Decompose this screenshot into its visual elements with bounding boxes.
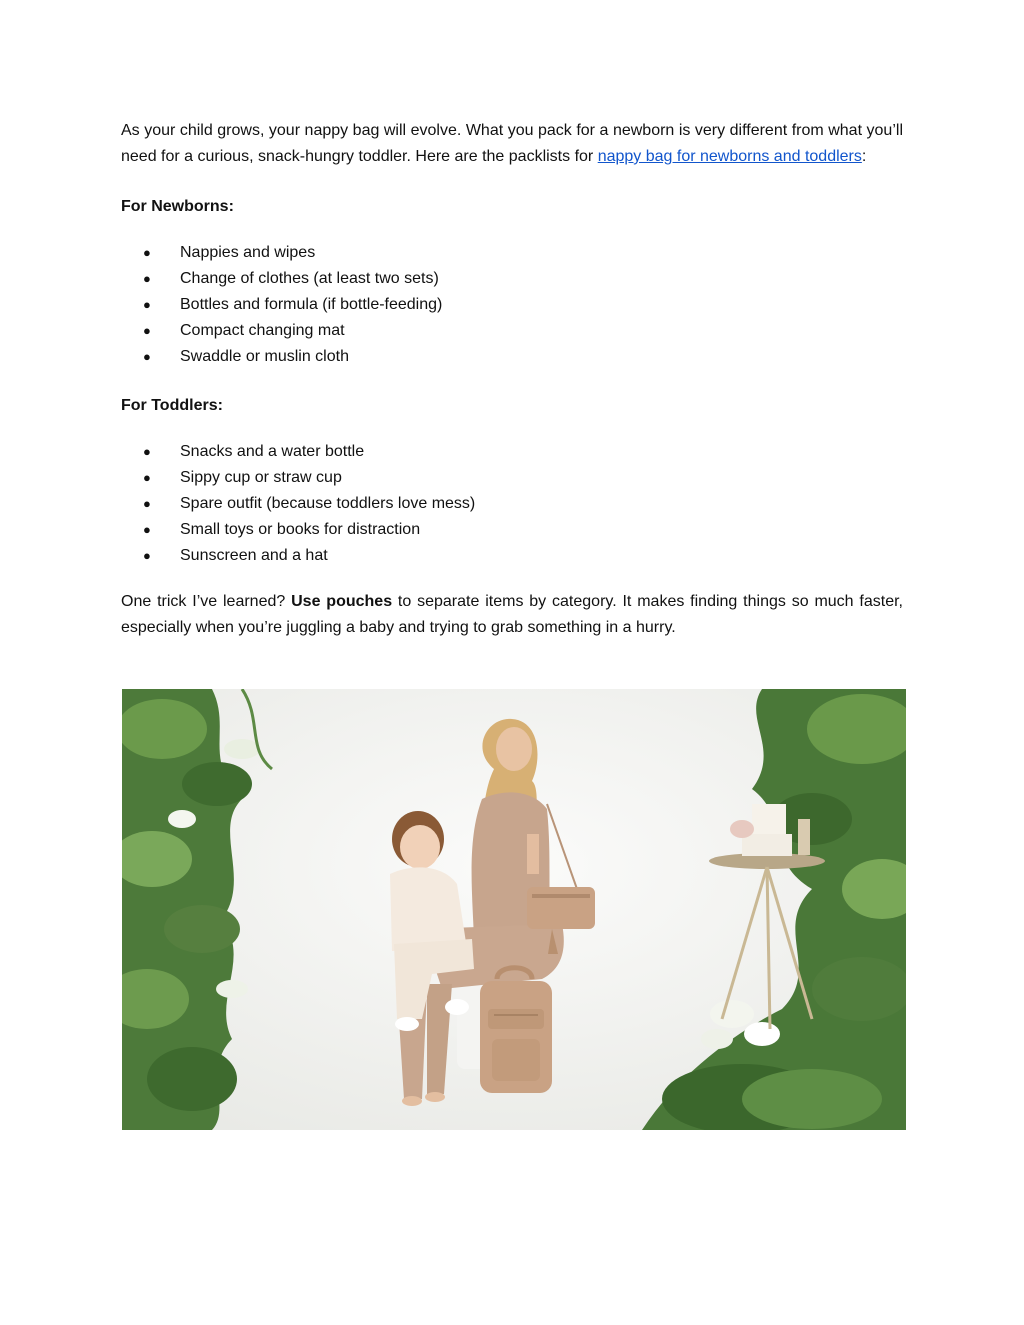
list-item: ● Small toys or books for distraction [121,517,903,543]
document-body [121,118,903,641]
intro-text: As your child grows, your nappy bag will evolve. What you pack for a newborn is very different from what you’ll need for a curious, snack-hungry toddler. Here are the packlists for [121,122,903,165]
bullet-icon: ● [143,548,151,563]
bullet-icon: ● [143,323,151,338]
tip-bold: Use pouches [291,593,393,610]
list-item: ● Nappies and wipes [121,240,903,266]
nappy-backpack [480,968,552,1093]
tip-paragraph: One trick I’ve learned? Use pouches to separate items by category. It makes finding things so much faster, especially when you’re juggling a baby and trying to grab something in a hurry. [121,593,903,636]
bullet-icon: ● [143,245,151,260]
bullet-icon: ● [143,271,151,286]
list-item: ● Change of clothes (at least two sets) [121,266,903,292]
bullet-icon: ● [143,470,151,485]
bullet-icon: ● [143,496,151,511]
intro-text-end: : [861,148,867,165]
mother-daughter-nappy-bag-photo [122,689,906,1130]
list-item: ● Sunscreen and a hat [121,543,903,569]
list-item: ● Sippy cup or straw cup [121,465,903,491]
newborns-list [121,240,903,370]
nappy-bag-link[interactable]: nappy bag for newborns and toddlers [597,148,862,165]
list-item: ● Bottles and formula (if bottle-feeding) [121,292,903,318]
bullet-icon: ● [143,522,151,537]
bullet-icon: ● [143,444,151,459]
bullet-icon: ● [143,349,151,364]
toddlers-list [121,439,903,569]
list-item: ● Swaddle or muslin cloth [121,344,903,370]
list-item: ● Compact changing mat [121,318,903,344]
list-item: ● Spare outfit (because toddlers love mess) [121,491,903,517]
list-item: ● Snacks and a water bottle [121,439,903,465]
intro-paragraph [121,118,903,170]
toddlers-heading: For Toddlers: [121,397,223,414]
newborns-heading: For Newborns: [121,198,234,215]
bullet-icon: ● [143,297,151,312]
